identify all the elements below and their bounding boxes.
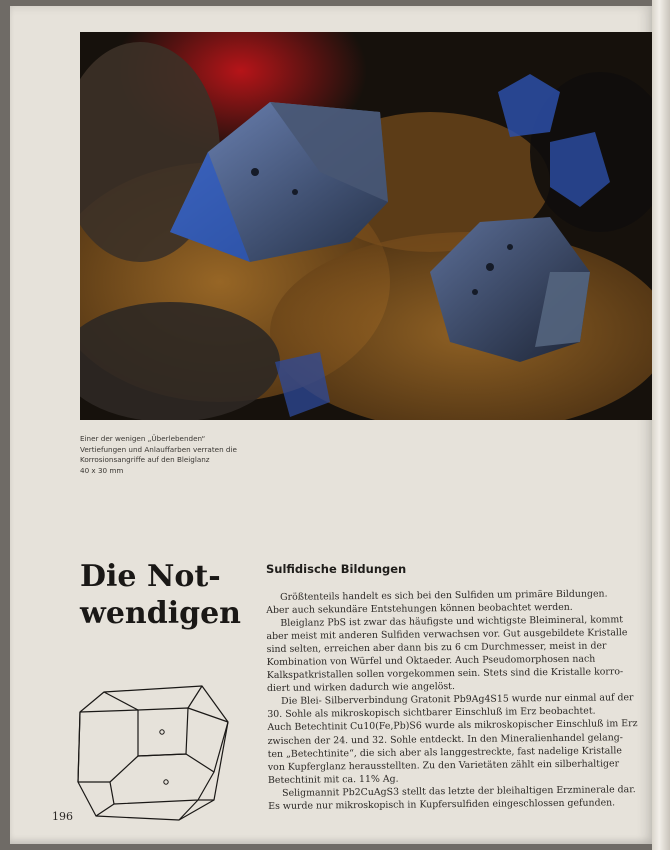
body-line: 30. Sohle als mikroskopisch sichtbarer Einschluß im Erz beobachtet. bbox=[267, 705, 596, 721]
body-line: Betechtinit mit ca. 11% Ag. bbox=[267, 773, 399, 786]
cubo-octahedron-icon bbox=[74, 682, 234, 822]
book-page bbox=[10, 6, 652, 844]
body-line: Größtenteils handelt es sich bei den Sulfiden um primäre Bildungen. bbox=[280, 588, 608, 603]
body-line: diert und wirken dadurch wie angelöst. bbox=[266, 681, 455, 695]
body-line: sind selten, erreichen aber dann bis zu 6 cm Durchmesser, meist in der bbox=[266, 640, 607, 656]
body-line: Die Blei- Silberverbindung Gratonit Pb9Ag4S15 wurde nur einmal auf der bbox=[281, 692, 634, 708]
mineral-photo bbox=[80, 32, 654, 420]
caption-line: Vertiefungen und Anlauffarben verraten die bbox=[80, 444, 237, 454]
chapter-heading bbox=[80, 558, 260, 632]
next-page-edge bbox=[652, 0, 670, 850]
body-line: Kombination von Würfel und Oktaeder. Auch Pseudomorphosen nach bbox=[266, 653, 596, 669]
crystal-diagram bbox=[74, 682, 234, 826]
caption-line: Korrosionsangriffe auf den Bleiglanz bbox=[80, 455, 210, 465]
galena-crystals-image bbox=[80, 32, 654, 420]
body-line: Bleiglanz PbS ist zwar das häufigste und wichtigste Bleimineral, kommt bbox=[280, 614, 624, 629]
body-line: Auch Betechtinit Cu10(Fe,Pb)S6 wurde als mikroskopischer Einschluß im Erz bbox=[267, 718, 638, 734]
caption-line: Einer der wenigen „Überlebenden“ bbox=[80, 434, 206, 443]
body-line: Es wurde nur mikroskopisch in Kupfersulfiden eingeschlossen gefunden. bbox=[268, 797, 616, 812]
body-line: aber meist mit anderen Sulfiden verwachsen vor. Gut ausgebildete Kristalle bbox=[266, 627, 628, 643]
page-number: 196 bbox=[52, 810, 73, 823]
body-line: zwischen der 24. und 32. Sohle entdeckt. In den Mineralienhandel gelang- bbox=[267, 731, 623, 747]
heading-line-1: Die Not- bbox=[80, 559, 221, 594]
body-text bbox=[266, 587, 652, 813]
photo-caption bbox=[80, 434, 290, 476]
body-line: Kalkspatkristallen sollen vorgekommen sein. Stets sind die Kristalle korro- bbox=[266, 666, 624, 682]
body-line: ten „Betechtinite“, die sich aber als langgestreckte, fast nadelige Kristalle bbox=[267, 744, 622, 760]
caption-line: 40 x 30 mm bbox=[80, 465, 124, 475]
section-title: Sulfidische Bildungen bbox=[266, 562, 407, 576]
heading-line-2: wendigen bbox=[80, 596, 241, 631]
body-line: Aber auch sekundäre Entstehungen können beobachtet werden. bbox=[266, 601, 573, 617]
body-line: Seligmannit Pb2CuAgS3 stellt das letzte der bleihaltigen Erzminerale dar. bbox=[282, 783, 636, 799]
body-line: von Kupferglanz herausstellten. Zu den Varietäten zählt ein silberhaltiger bbox=[267, 757, 620, 773]
